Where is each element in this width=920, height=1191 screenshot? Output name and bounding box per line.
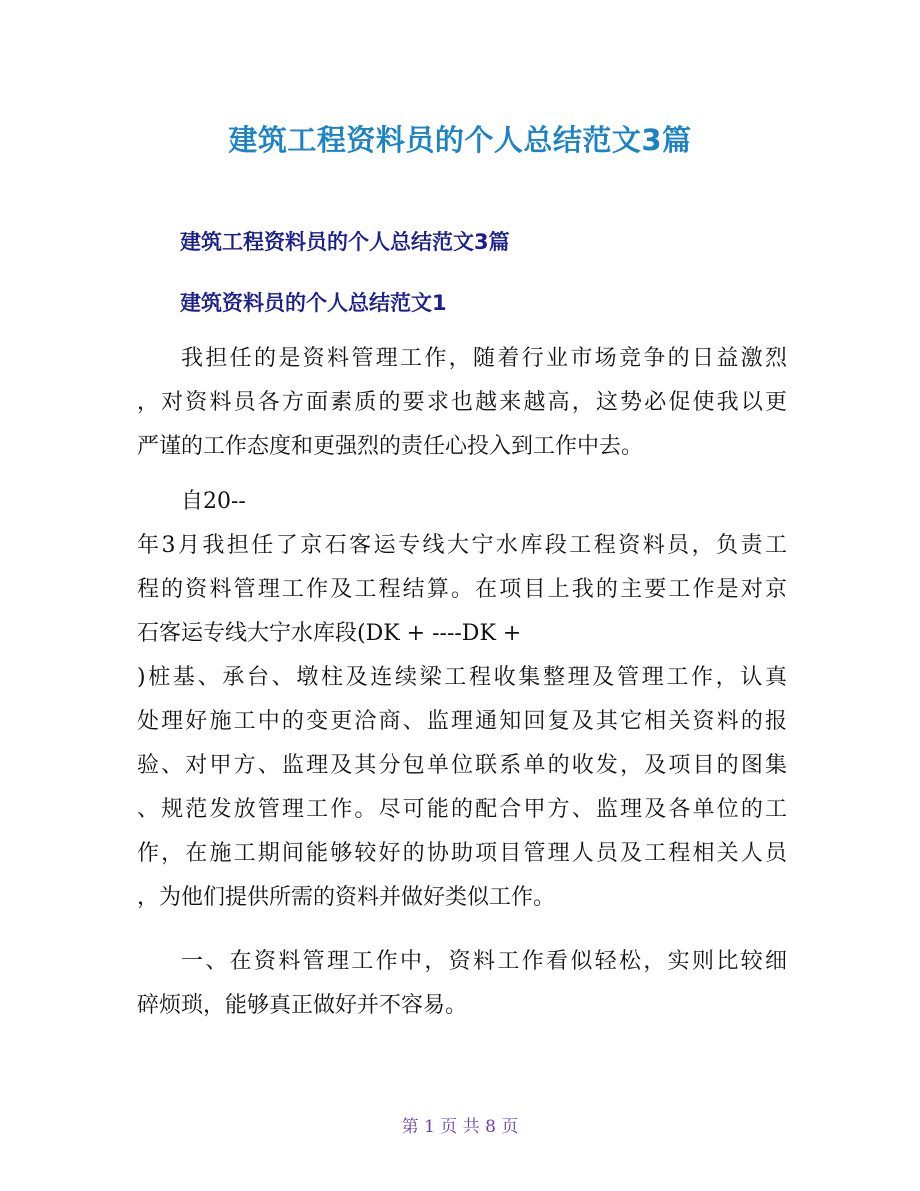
- paragraph-line: 碎烦琐，能够真正做好并不容易。: [137, 993, 468, 1018]
- paragraph-line: 一、在资料管理工作中，资料工作看似轻松，实则比较细: [181, 949, 787, 974]
- paragraph-line: 程的资料管理工作及工程结算。在项目上我的主要工作是对京: [137, 577, 787, 602]
- paragraph-line: ，为他们提供所需的资料并做好类似工作。: [137, 885, 556, 910]
- paragraph-line: 年3月我担任了京石客运专线大宁水库段工程资料员，负责工: [137, 533, 787, 558]
- document-title: 建筑工程资料员的个人总结范文3篇: [228, 123, 692, 157]
- paragraph-line: 作，在施工期间能够较好的协助项目管理人员及工程相关人员: [137, 841, 787, 866]
- paragraph-1: [137, 337, 787, 469]
- paragraph-2: [137, 480, 787, 920]
- paragraph-line: 、规范发放管理工作。尽可能的配合甲方、监理及各单位的工: [137, 797, 787, 822]
- paragraph-3: [137, 940, 787, 1028]
- paragraph-line: 验、对甲方、监理及其分包单位联系单的收发，及项目的图集: [137, 753, 787, 778]
- paragraph-line: 我担任的是资料管理工作，随着行业市场竞争的日益激烈: [181, 346, 787, 371]
- paragraph-line: 处理好施工中的变更洽商、监理通知回复及其它相关资料的报: [137, 709, 787, 734]
- page-number-footer: 第 1 页 共 8 页: [401, 1117, 519, 1137]
- paragraph-line: 严谨的工作态度和更强烈的责任心投入到工作中去。: [137, 434, 644, 459]
- article-heading: 建筑资料员的个人总结范文1: [180, 291, 447, 315]
- paragraph-line: )桩基、承台、墩柱及连续梁工程收集整理及管理工作，认真: [137, 665, 787, 690]
- paragraph-line: 自20--: [181, 489, 246, 514]
- paragraph-line: ，对资料员各方面素质的要求也越来越高，这势必促使我以更: [137, 390, 787, 415]
- paragraph-line: 石客运专线大宁水库段(DK + ----DK +: [137, 621, 522, 646]
- section-heading: 建筑工程资料员的个人总结范文3篇: [180, 230, 510, 254]
